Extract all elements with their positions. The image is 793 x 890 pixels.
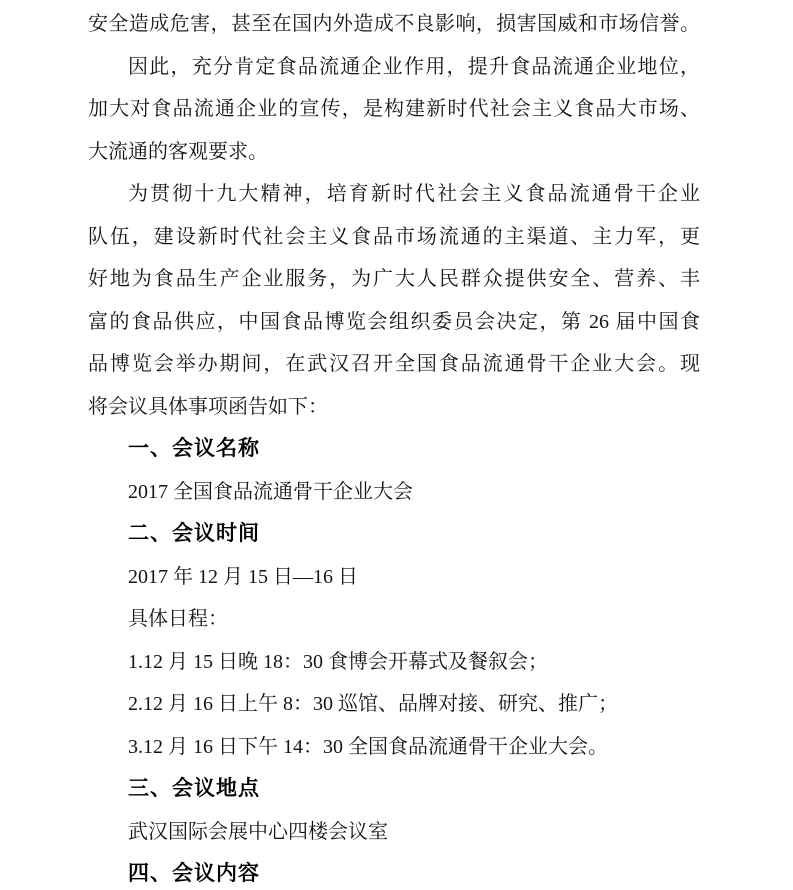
paragraph-line: 大流通的客观要求。 (88, 140, 268, 163)
document-body (88, 3, 700, 890)
paragraph-line: 富的食品供应，中国食品博览会组织委员会决定，第 26 届中国食 (88, 310, 700, 333)
paragraph-line: 2.12 月 16 日上午 8：30 巡馆、品牌对接、研究、推广； (128, 693, 618, 715)
paragraph-line: 安全造成危害，甚至在国内外造成不良影响，损害国威和市场信誉。 (88, 13, 700, 35)
section-heading: 三、会议地点 (128, 777, 260, 800)
paragraph-line: 队伍，建设新时代社会主义食品市场流通的主渠道、主力军，更 (88, 225, 700, 248)
paragraph-line: 品博览会举办期间，在武汉召开全国食品流通骨干企业大会。现 (88, 353, 700, 375)
paragraph-line: 武汉国际会展中心四楼会议室 (128, 820, 388, 843)
paragraph-line: 2017 全国食品流通骨干企业大会 (128, 480, 413, 503)
section-heading: 二、会议时间 (128, 522, 260, 545)
paragraph-line: 2017 年 12 月 15 日—16 日 (128, 565, 358, 588)
paragraph-line: 因此，充分肯定食品流通企业作用，提升食品流通企业地位， (128, 55, 700, 78)
paragraph-line: 好地为食品生产企业服务，为广大人民群众提供安全、营养、丰 (88, 268, 700, 290)
paragraph-line: 将会议具体事项函告如下： (88, 395, 328, 418)
paragraph-line: 具体日程： (128, 608, 228, 630)
paragraph-line: 3.12 月 16 日下午 14：30 全国食品流通骨干企业大会。 (128, 735, 608, 758)
section-heading: 一、会议名称 (128, 437, 260, 460)
paragraph-line: 加大对食品流通企业的宣传，是构建新时代社会主义食品大市场、 (88, 98, 700, 120)
paragraph-line: 为贯彻十九大精神，培育新时代社会主义食品流通骨干企业 (128, 183, 700, 205)
section-heading: 四、会议内容 (128, 862, 260, 885)
paragraph-line: 1.12 月 15 日晚 18：30 食博会开幕式及餐叙会； (128, 650, 548, 673)
